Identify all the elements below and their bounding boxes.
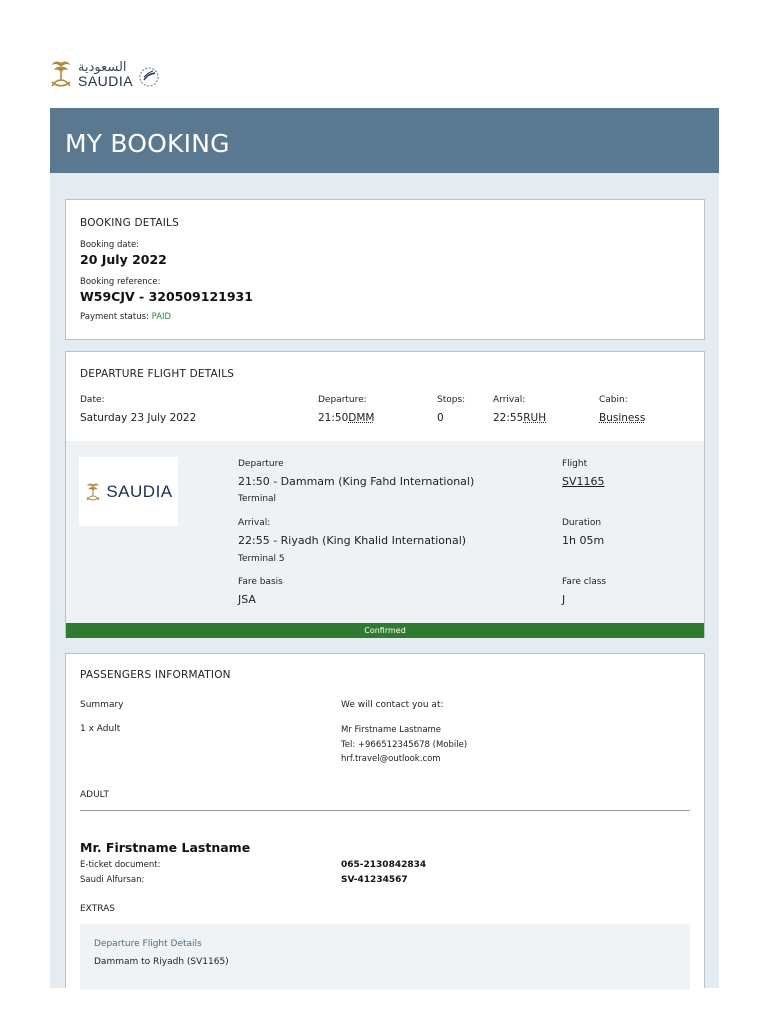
arrival-time: 22:55	[493, 412, 524, 424]
extras-label: EXTRAS	[80, 904, 115, 914]
payment-status	[80, 312, 171, 322]
summary-value: 1 x Adult	[80, 724, 121, 734]
departure-airport-code[interactable]: DMM	[348, 412, 375, 424]
page-header	[50, 108, 719, 173]
segment-departure-label: Departure	[238, 459, 284, 469]
flight-segment-panel	[66, 441, 704, 623]
cabin-label: Cabin:	[599, 395, 628, 405]
contact-email: hrf.travel@outlook.com	[341, 754, 441, 764]
skyteam-alliance-icon	[138, 66, 160, 88]
payment-status-label: Payment status:	[80, 312, 149, 322]
contact-tel: Tel: +966512345678 (Mobile)	[341, 740, 468, 750]
airline-logo	[79, 457, 178, 526]
brand-latin-name: SAUDIA	[78, 72, 134, 89]
booking-reference-label: Booking reference:	[80, 277, 161, 287]
passengers-section-title: PASSENGERS INFORMATION	[80, 669, 231, 681]
flight-label: Flight	[562, 459, 588, 469]
departure-section-title: DEPARTURE FLIGHT DETAILS	[80, 368, 235, 380]
payment-status-value: PAID	[151, 312, 172, 322]
departure-label: Departure:	[318, 395, 367, 405]
departure-time-code	[318, 412, 374, 424]
booking-date-label: Booking date:	[80, 240, 140, 250]
date-label: Date:	[80, 395, 105, 405]
contact-label: We will contact you at:	[341, 700, 444, 710]
page-title: MY BOOKING	[65, 129, 230, 158]
cabin-value[interactable]: Business	[599, 412, 646, 424]
date-value: Saturday 23 July 2022	[80, 412, 197, 424]
extras-route: Dammam to Riyadh (SV1165)	[94, 957, 229, 967]
segment-arrival-value: 22:55 - Riyadh (King Khalid International)	[238, 534, 467, 547]
fare-class-value: J	[562, 593, 566, 606]
fare-class-label: Fare class	[562, 577, 607, 587]
departure-time: 21:50	[318, 412, 349, 424]
flight-number-link[interactable]: SV1165	[562, 475, 605, 488]
loyalty-label: Saudi Alfursan:	[80, 875, 145, 885]
loyalty-value: SV-41234567	[341, 875, 408, 885]
booking-details-title: BOOKING DETAILS	[80, 217, 179, 229]
status-badge: Confirmed	[66, 623, 704, 638]
arrival-time-code	[493, 412, 546, 424]
saudia-logo	[49, 57, 179, 91]
passenger-name: Mr. Firstname Lastname	[80, 840, 251, 855]
booking-reference-value: W59CJV - 320509121931	[80, 289, 253, 304]
arrival-label: Arrival:	[493, 395, 526, 405]
saudia-wordmark	[78, 61, 133, 88]
palm-swords-emblem-icon	[49, 59, 73, 89]
palm-swords-emblem-icon	[84, 482, 102, 502]
airline-logo-name: SAUDIA	[106, 481, 173, 501]
booking-date-value: 20 July 2022	[80, 252, 167, 267]
segment-departure-value: 21:50 - Dammam (King Fahd International)	[238, 475, 475, 488]
divider	[80, 810, 690, 811]
extras-title: Departure Flight Details	[94, 939, 202, 949]
stops-value: 0	[437, 412, 444, 424]
duration-value: 1h 05m	[562, 534, 605, 547]
fare-basis-value: JSA	[238, 593, 256, 606]
eticket-label: E-ticket document:	[80, 860, 161, 870]
arrival-airport-code[interactable]: RUH	[523, 412, 547, 424]
extras-box	[80, 924, 690, 990]
segment-departure-terminal: Terminal	[238, 494, 277, 504]
summary-label: Summary	[80, 700, 124, 710]
duration-label: Duration	[562, 518, 602, 528]
eticket-value: 065-2130842834	[341, 860, 427, 870]
passengers-info-card	[65, 653, 705, 988]
segment-arrival-terminal: Terminal 5	[238, 554, 285, 564]
segment-arrival-label: Arrival:	[238, 518, 271, 528]
departure-flight-card	[65, 351, 705, 638]
stops-label: Stops:	[437, 395, 466, 405]
brand-arabic-name: السعودية	[78, 59, 127, 75]
fare-basis-label: Fare basis	[238, 577, 283, 587]
booking-details-card	[65, 199, 705, 340]
contact-name: Mr Firstname Lastname	[341, 725, 442, 735]
passenger-group-label: ADULT	[80, 790, 109, 800]
